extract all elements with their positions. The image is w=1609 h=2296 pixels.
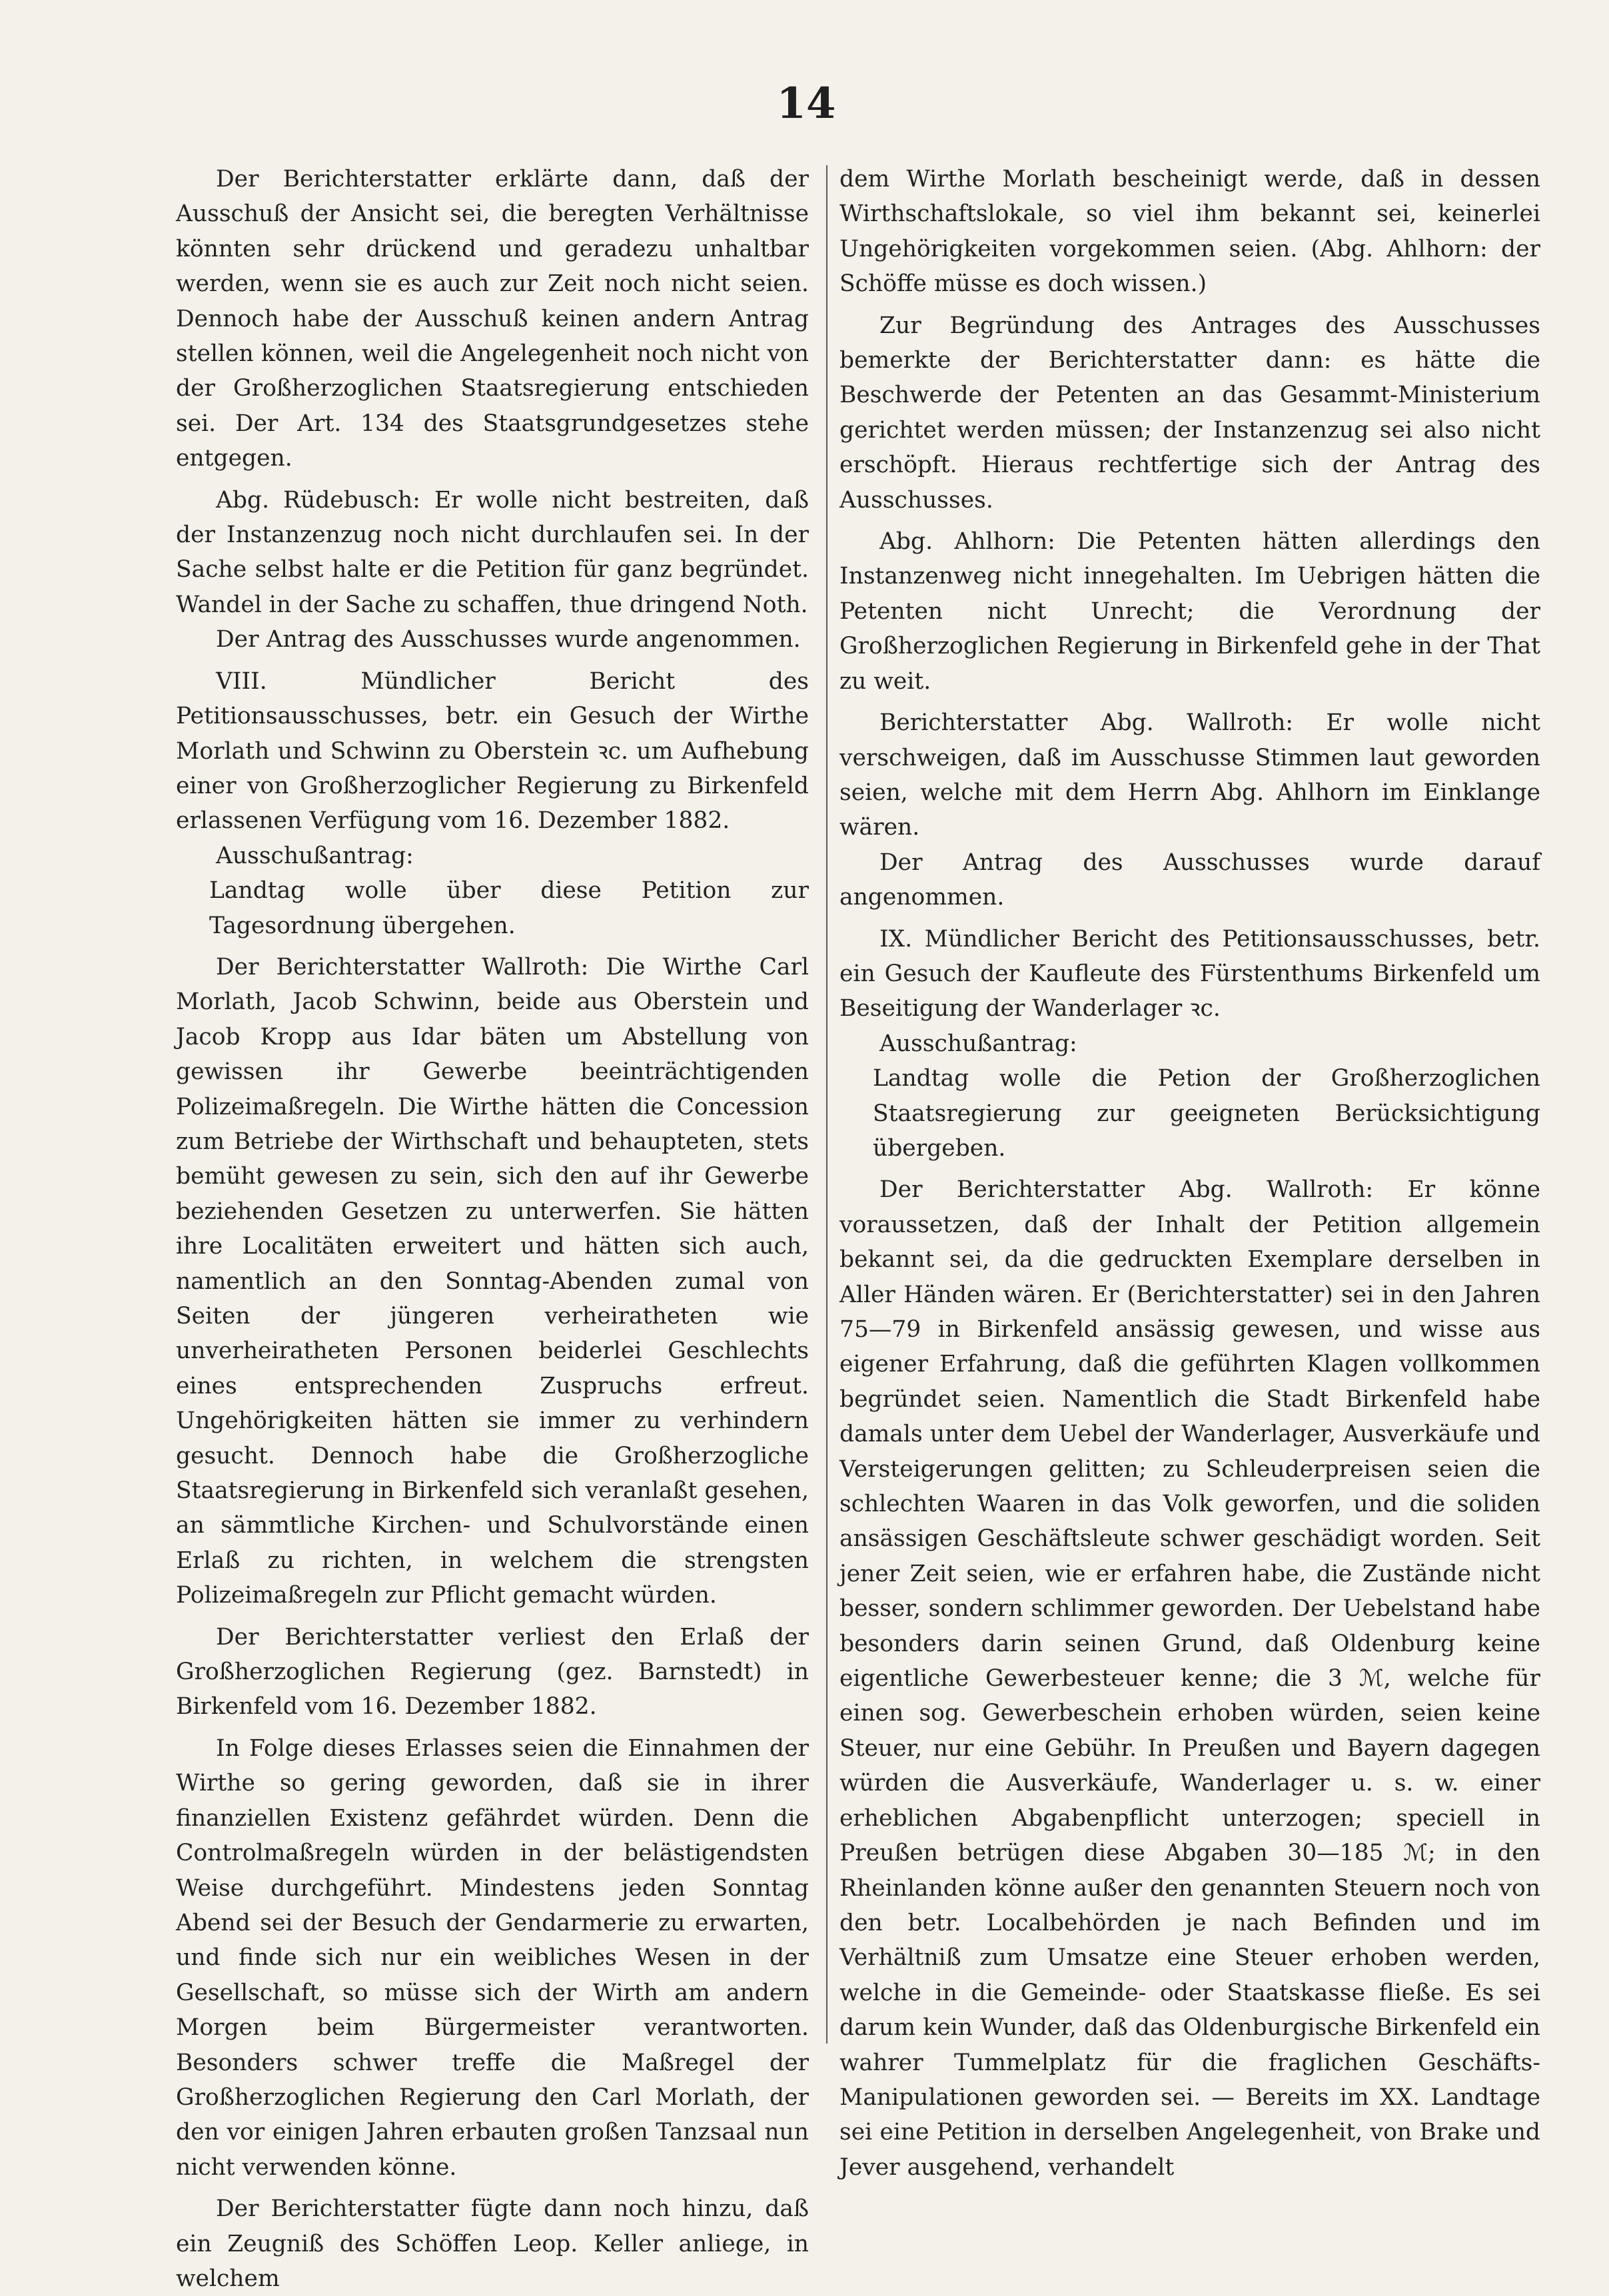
paragraph: Landtag wolle die Petion der Großherzoglichen Staatsregierung zur geeigneten Berücksichtigung übergeben. xyxy=(873,1065,1540,1162)
left-column xyxy=(176,162,809,2296)
paragraph: Der Berichterstatter fügte dann noch hinzu, daß ein Zeugniß des Schöffen Leop. Keller anliege, in welchem xyxy=(176,2195,809,2292)
paragraph: Abg. Ahlhorn: Die Petenten hätten allerdings den Instanzenweg nicht innegehalten. Im Uebrigen hätten die Petenten nicht Unrecht; die Verordnung der Großherzoglichen Regierung in Birkenfeld gehe in der That zu weit. xyxy=(839,528,1540,695)
column-divider xyxy=(826,165,827,2044)
paragraph: In Folge dieses Erlasses seien die Einnahmen der Wirthe so gering geworden, daß sie in ihrer finanziellen Existenz gefährdet würden. Denn die Controlmaßregeln würden in der belästigendsten Weise durchgeführt. Mindestens jeden Sonntag Abend sei der Besuch der Gendarmerie zu erwarten, und finde sich nur ein weibliches Wesen in der Gesellschaft, so müsse sich der Wirth am andern Morgen beim Bürgermeister verantworten. Besonders schwer treffe die Maßregel der Großherzoglichen Regierung den Carl Morlath, der den vor einigen Jahren erbauten großen Tanzsaal nun nicht verwenden könne. xyxy=(176,1734,809,2181)
paragraph: Der Berichterstatter Abg. Wallroth: Er könne voraussetzen, daß der Inhalt der Petition allgemein bekannt sei, da die gedruckten Exemplare derselben in Aller Händen wären. Er (Berichterstatter) sei in den Jahren 75—79 in Birkenfeld ansässig gewesen, und wisse aus eigener Erfahrung, daß die geführten Klagen vollkommen begründet seien. Namentlich die Stadt Birkenfeld habe damals unter dem Uebel der Wanderlager, Ausverkäufe und Versteigerungen gelitten; zu Schleuderpreisen seien die schlechten Waaren in das Volk geworfen, und die soliden ansässigen Geschäftsleute schwer geschädigt worden. Seit jener Zeit seien, wie er erfahren habe, die Zustände nicht besser, sondern schlimmer geworden. Der Uebelstand habe besonders darin seinen Grund, daß Oldenburg keine eigentliche Gewerbesteuer kenne; die 3 ℳ, welche für einen sog. Gewerbeschein erhoben würden, seien keine Steuer, nur eine Gebühr. In Preußen und Bayern dagegen würden die Ausverkäufe, Wanderlager u. s. w. einer erheblichen Abgabenpflicht unterzogen; speciell in Preußen betrügen diese Abgaben 30—185 ℳ; in den Rheinlanden könne außer den genannten Steuern noch von den betr. Localbehörden je nach Befinden und im Verhältniß zum Umsatze eine Steuer erhoben werden, welche in die Gemeinde- oder Staatskasse fließe. Es sei darum kein Wunder, daß das Oldenburgische Birkenfeld ein wahrer Tummelplatz für die fraglichen Geschäfts-Manipulationen geworden sei. — Bereits im XX. Landtage sei eine Petition in derselben Angelegenheit, von Brake und Jever ausgehend, verhandelt xyxy=(839,1176,1540,2181)
paragraph: IX. Mündlicher Bericht des Petitionsausschusses, betr. ein Gesuch der Kaufleute des Fürstenthums Birkenfeld um Beseitigung der Wanderlager ꝛc. xyxy=(839,925,1540,1022)
paragraph: Der Antrag des Ausschusses wurde darauf angenommen. xyxy=(839,849,1540,911)
paragraph: Ausschußantrag: xyxy=(216,842,414,869)
paragraph: Abg. Rüdebusch: Er wolle nicht bestreiten, daß der Instanzenzug noch nicht durchlaufen sei. In der Sache selbst halte er die Petition für ganz begründet. Wandel in der Sache zu schaffen, thue dringend Noth. xyxy=(176,486,809,618)
paragraph: Der Berichterstatter Wallroth: Die Wirthe Carl Morlath, Jacob Schwinn, beide aus Oberstein und Jacob Kropp aus Idar bäten um Abstellung von gewissen ihr Gewerbe beeinträchtigenden Polizeimaßregeln. Die Wirthe hätten die Concession zum Betriebe der Wirthschaft und behaupteten, stets bemüht gewesen zu sein, sich den auf ihr Gewerbe beziehenden Gesetzen zu unterwerfen. Sie hätten ihre Localitäten erweitert und hätten sich auch, namentlich an den Sonntag-Abenden zumal von Seiten der jüngeren verheiratheten wie unverheiratheten Personen beiderlei Geschlechts eines entsprechenden Zuspruchs erfreut. Ungehörigkeiten hätten sie immer zu verhindern gesucht. Dennoch habe die Großherzogliche Staatsregierung in Birkenfeld sich veranlaßt gesehen, an sämmtliche Kirchen- und Schulvorstände einen Erlaß zu richten, in welchem die strengsten Polizeimaßregeln zur Pflicht gemacht würden. xyxy=(176,953,809,1609)
right-column xyxy=(839,162,1540,2185)
paragraph: Landtag wolle über diese Petition zur Tagesordnung übergehen. xyxy=(209,877,809,939)
paragraph: Berichterstatter Abg. Wallroth: Er wolle nicht verschweigen, daß im Ausschusse Stimmen laut geworden seien, welche mit dem Herrn Abg. Ahlhorn im Einklange wären. xyxy=(839,709,1540,841)
paragraph: VIII. Mündlicher Bericht des Petitionsausschusses, betr. ein Gesuch der Wirthe Morlath und Schwinn zu Oberstein ꝛc. um Aufhebung einer von Großherzoglicher Regierung zu Birkenfeld erlassenen Verfügung vom 16. Dezember 1882. xyxy=(176,667,809,835)
page-number: 14 xyxy=(776,79,836,129)
paragraph: dem Wirthe Morlath bescheinigt werde, daß in dessen Wirthschaftslokale, so viel ihm bekannt sei, keinerlei Ungehörigkeiten vorgekommen seien. (Abg. Ahlhorn: der Schöffe müsse es doch wissen.) xyxy=(839,166,1540,298)
paragraph: Der Antrag des Ausschusses wurde angenommen. xyxy=(216,626,801,653)
paragraph: Der Berichterstatter verliest den Erlaß der Großherzoglichen Regierung (gez. Barnstedt) in Birkenfeld vom 16. Dezember 1882. xyxy=(176,1623,809,1721)
paragraph: Ausschußantrag: xyxy=(879,1030,1077,1057)
paragraph: Der Berichterstatter erklärte dann, daß der Ausschuß der Ansicht sei, die beregten Verhältnisse könnten sehr drückend und geradezu unhaltbar werden, wenn sie es auch zur Zeit noch nicht seien. Dennoch habe der Ausschuß keinen andern Antrag stellen können, weil die Angelegenheit noch nicht von der Großherzoglichen Staatsregierung entschieden sei. Der Art. 134 des Staatsgrundgesetzes stehe entgegen. xyxy=(176,166,809,472)
paragraph: Zur Begründung des Antrages des Ausschusses bemerkte der Berichterstatter dann: es hätte die Beschwerde der Petenten an das Gesammt-Ministerium gerichtet werden müssen; der Instanzenzug sei also nicht erschöpft. Hieraus rechtfertige sich der Antrag des Ausschusses. xyxy=(839,312,1540,514)
